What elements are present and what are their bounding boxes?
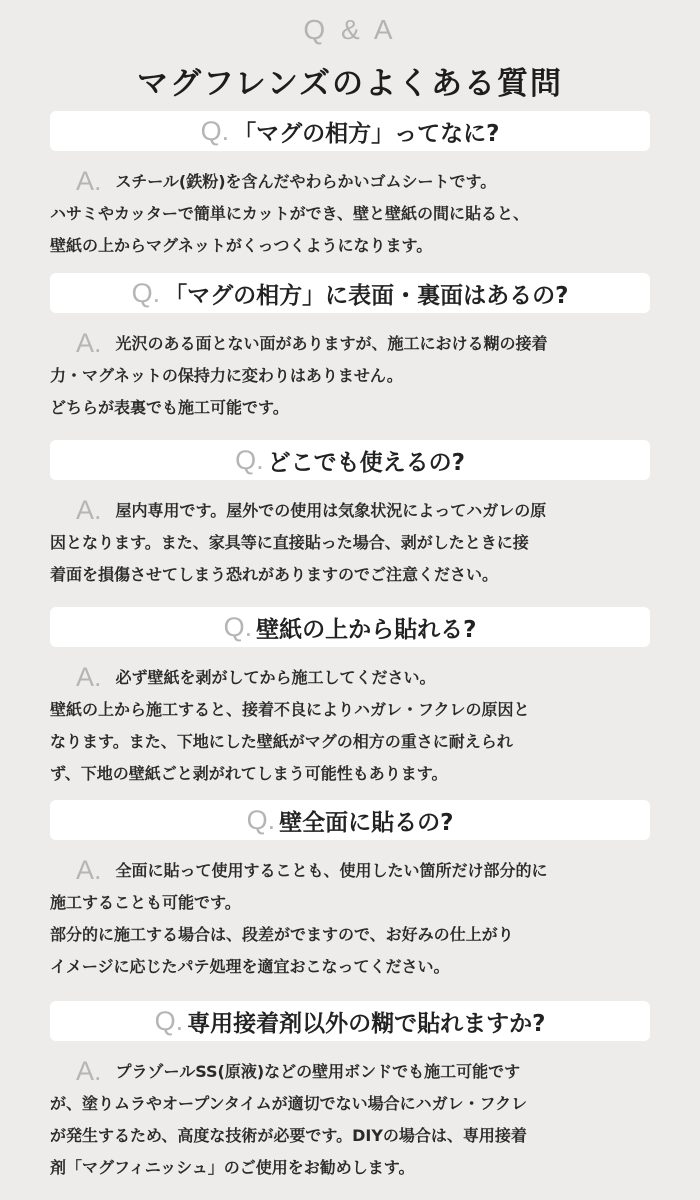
question-text: どこでも使えるの? (267, 449, 465, 476)
answer-line: 因となります。また、家具等に直接貼った場合、剥がしたときに接 (50, 533, 529, 552)
answer-line: A. 全面に貼って使用することも、使用したい箇所だけ部分的に (76, 855, 548, 885)
question-bar (50, 273, 650, 313)
answer (50, 854, 636, 983)
q-mark: Q. (131, 277, 161, 308)
answer-line: 施工することも可能です。 (50, 893, 241, 912)
answer-line: A. スチール(鉄粉)を含んだやわらかいゴムシートです。 (76, 166, 497, 196)
answer-line: A. 必ず壁紙を剥がしてから施工してください。 (76, 662, 436, 692)
a-mark: A. (76, 1056, 102, 1086)
question-bar (50, 800, 650, 840)
answer-line: A. 屋内専用です。屋外での使用は気象状況によってハガレの原 (76, 495, 547, 525)
question-text: 専用接着剤以外の糊で貼れますか? (187, 1010, 546, 1037)
question-bar (50, 607, 650, 647)
faq-item (50, 800, 650, 983)
answer (50, 165, 636, 262)
faq-item (50, 440, 650, 591)
answer (50, 494, 636, 591)
answer-line: イメージに応じたパテ処理を適宜おこなってください。 (50, 957, 450, 976)
answer-line: 着面を損傷させてしまう恐れがありますのでご注意ください。 (50, 565, 499, 584)
faq-item (50, 607, 650, 790)
answer-line: が、塗りムラやオープンタイムが適切でない場合にハガレ・フクレ (50, 1094, 528, 1113)
q-mark: Q. (246, 804, 276, 835)
a-mark: A. (76, 662, 102, 692)
question-bar (50, 440, 650, 480)
a-mark: A. (76, 855, 102, 885)
a-mark: A. (76, 166, 102, 196)
answer-line: A. 光沢のある面とない面がありますが、施工における糊の接着 (76, 328, 548, 358)
question-text: 壁紙の上から貼れる? (256, 616, 477, 643)
q-mark: Q. (235, 444, 264, 475)
faq-item (50, 1001, 650, 1184)
question-text: 壁全面に貼るの? (279, 809, 454, 836)
answer-line: 部分的に施工する場合は、段差がでますので、お好みの仕上がり (50, 925, 514, 944)
q-mark: Q. (154, 1005, 184, 1036)
answer-line: が発生するため、高度な技術が必要です。DIYの場合は、専用接着 (50, 1126, 527, 1145)
answer (50, 1055, 636, 1184)
answer-line: どちらが表裏でも施工可能です。 (50, 398, 289, 417)
answer-line: 剤「マグフィニッシュ」のご使用をお勧めします。 (50, 1158, 415, 1177)
question-bar (50, 111, 650, 151)
a-mark: A. (76, 495, 102, 525)
q-mark: Q. (223, 611, 253, 642)
faq-item (50, 273, 650, 424)
question-text: 「マグの相方」に表面・裏面はあるの? (164, 282, 569, 309)
question-text: 「マグの相方」ってなに? (233, 120, 500, 147)
a-mark: A. (76, 328, 102, 358)
page-title: マグフレンズのよくある質問 (136, 66, 564, 102)
answer-line: A. プラゾールSS(原液)などの壁用ボンドでも施工可能です (76, 1056, 521, 1086)
question-bar (50, 1001, 650, 1041)
answer-line: ハサミやカッターで簡単にカットができ、壁と壁紙の間に貼ると、 (50, 204, 530, 223)
answer-line: ず、下地の壁紙ごと剥がれてしまう可能性もあります。 (50, 764, 448, 783)
answer-line: 壁紙の上からマグネットがくっつくようになります。 (50, 236, 433, 255)
q-mark: Q. (200, 115, 230, 146)
faq-item (50, 111, 650, 262)
answer-line: 壁紙の上から施工すると、接着不良によりハガレ・フクレの原因と (50, 700, 530, 719)
answer-line: なります。また、下地にした壁紙がマグの相方の重さに耐えられ (50, 732, 513, 751)
answer-line: 力・マグネットの保持力に変わりはありません。 (50, 366, 403, 385)
answer (50, 327, 636, 424)
header-kicker: Q & A (303, 14, 397, 45)
answer (50, 661, 636, 790)
